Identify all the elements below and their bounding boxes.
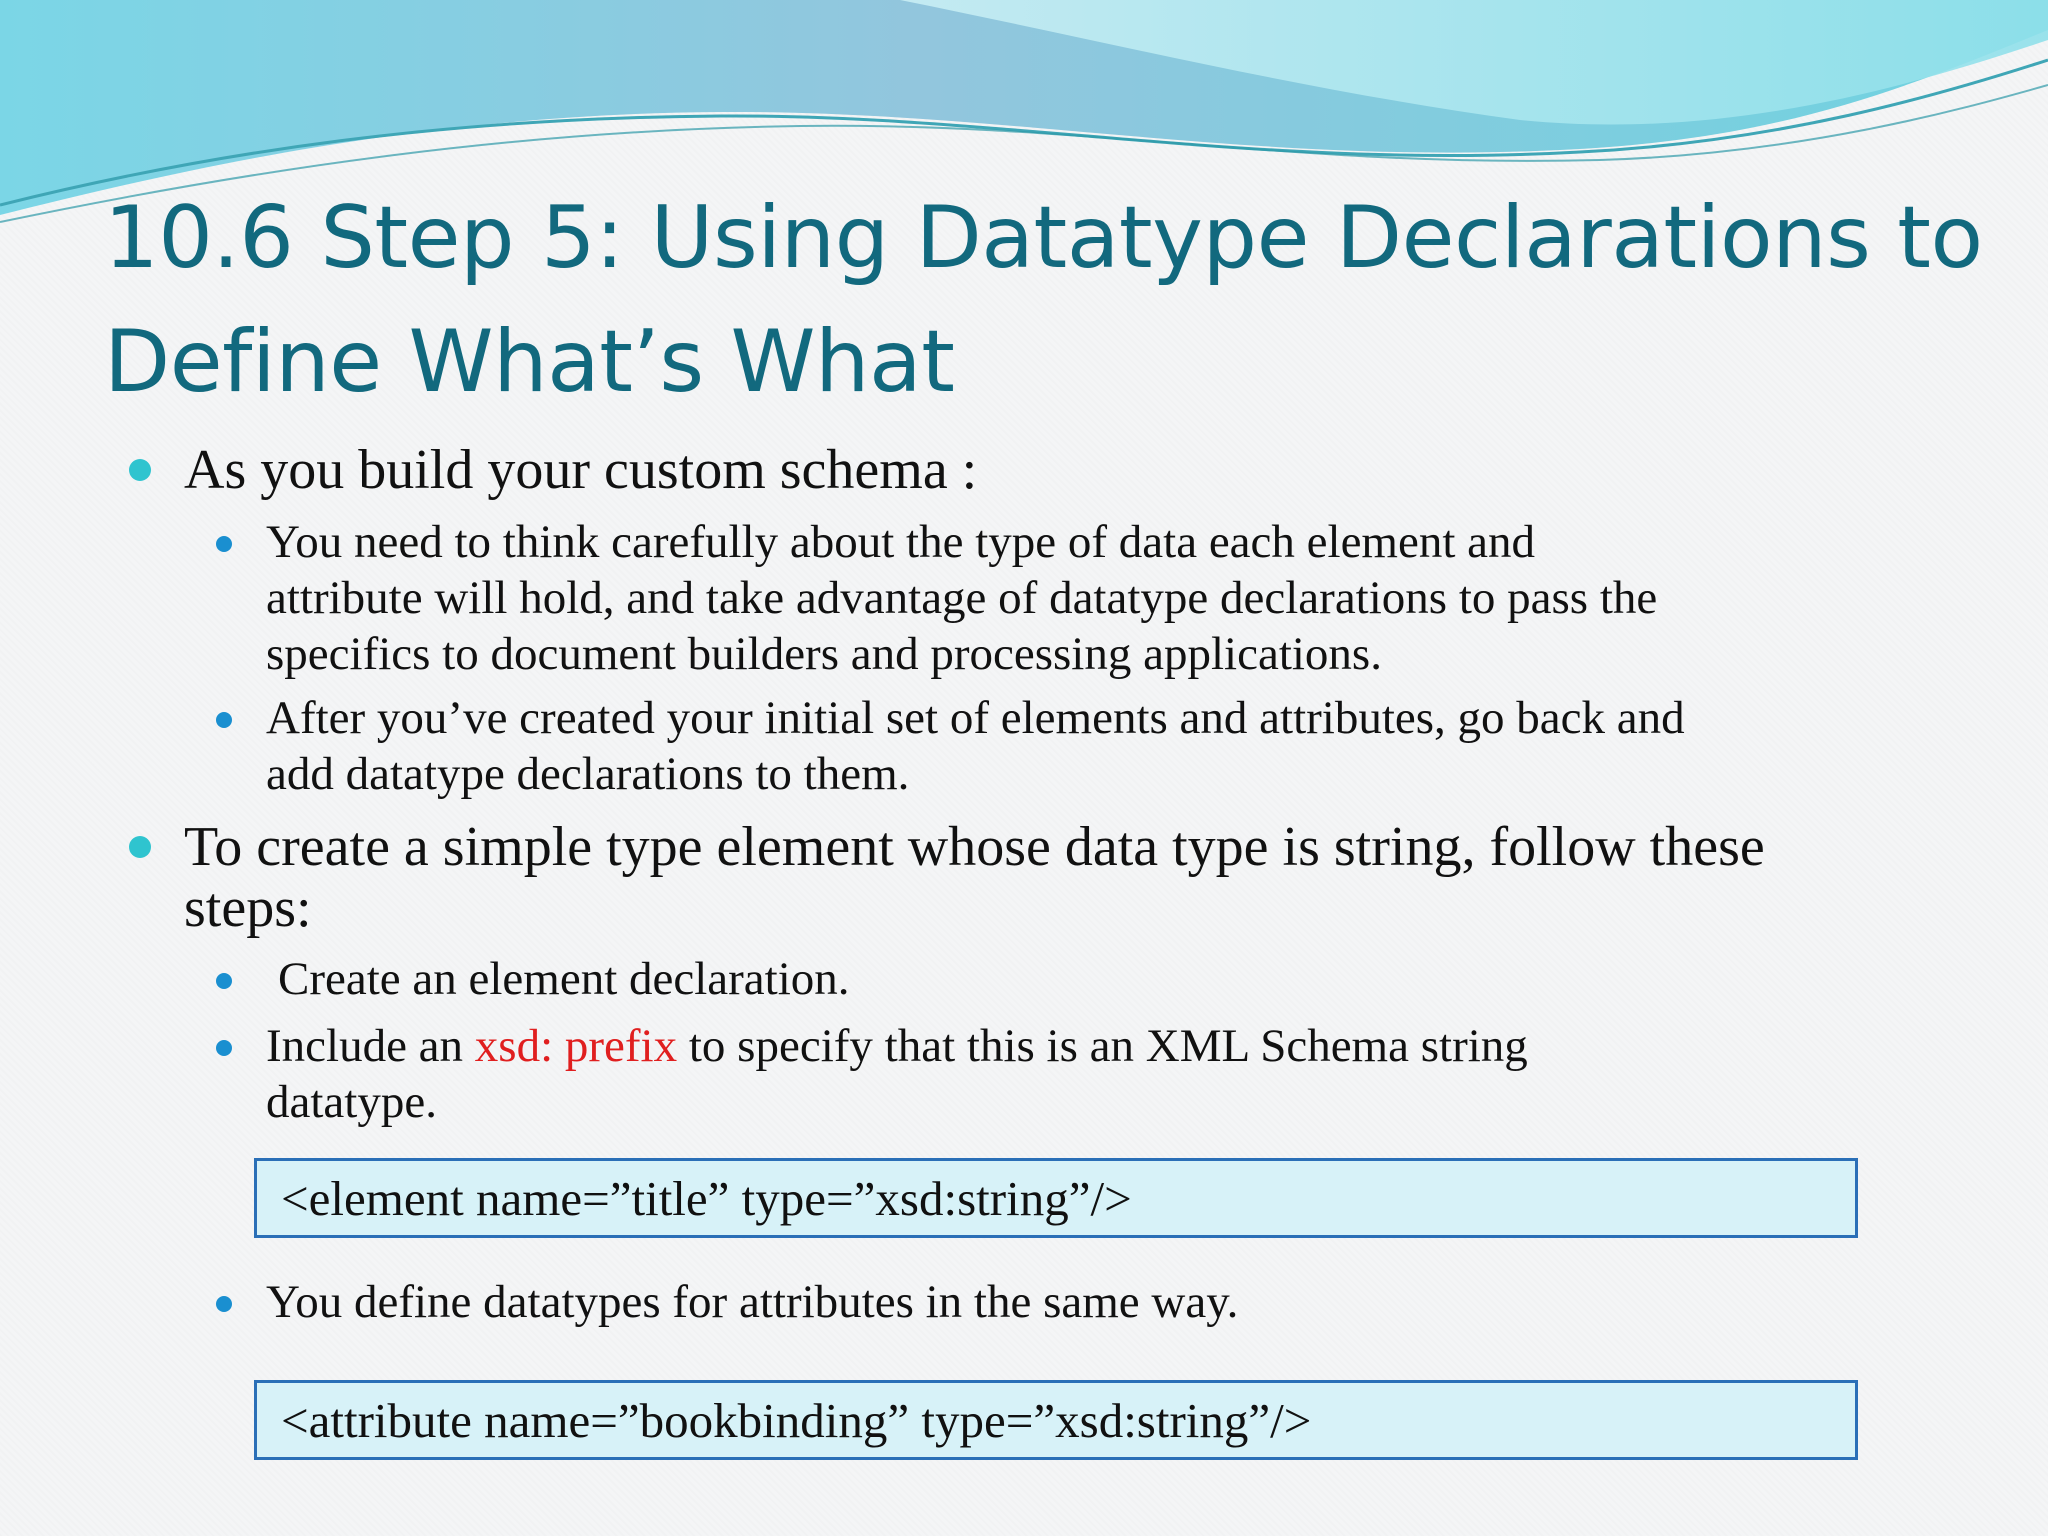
sub-bullet-dot-icon <box>216 1296 232 1312</box>
slide-title-line-1: 10.6 Step 5: Using Datatype Declarations to <box>104 188 1983 288</box>
sub-bullet-think-carefully <box>266 514 1657 682</box>
sub-bullet-dot-icon <box>216 712 232 728</box>
bullet-simple-type-element-line-1: To create a simple type element whose data type is string, follow these <box>184 816 1765 878</box>
sub-bullet-think-carefully-line-2: attribute will hold, and take advantage of datatype declarations to pass the <box>266 572 1658 624</box>
sub-bullet-think-carefully-line-3: specifics to document builders and processing applications. <box>266 628 1382 680</box>
sub-bullet-dot-icon <box>216 973 232 989</box>
sub-bullet-include-prefix-line-1 <box>266 1018 1528 1074</box>
bullet-dot-icon <box>129 459 151 481</box>
sub-bullet-attributes-same-way: You define datatypes for attributes in the same way. <box>266 1276 1239 1328</box>
include-prefix-text-start: Include an <box>266 1020 475 1072</box>
sub-bullet-dot-icon <box>216 1040 232 1056</box>
attribute-code-box: <attribute name=”bookbinding” type=”xsd:string”/> <box>254 1380 1858 1460</box>
slide-title-line-2: Define What’s What <box>104 312 955 412</box>
sub-bullet-after-created-line-2: add datatype declarations to them. <box>266 748 910 800</box>
bullet-simple-type-element-line-2: steps: <box>184 877 312 939</box>
bullet-simple-type-element <box>184 817 1765 939</box>
sub-bullet-after-created <box>266 690 1685 802</box>
include-prefix-text-end: to specify that this is an XML Schema string <box>677 1020 1528 1072</box>
sub-bullet-include-prefix <box>266 1018 1528 1130</box>
sub-bullet-dot-icon <box>216 536 232 552</box>
sub-bullet-think-carefully-line-1: You need to think carefully about the type of data each element and <box>266 516 1536 568</box>
sub-bullet-after-created-line-1: After you’ve created your initial set of elements and attributes, go back and <box>266 692 1685 744</box>
xsd-prefix-highlight: xsd: prefix <box>474 1020 678 1072</box>
slide-title <box>104 176 1984 424</box>
element-code-box: <element name=”title” type=”xsd:string”/> <box>254 1158 1858 1238</box>
bullet-custom-schema: As you build your custom schema : <box>184 439 978 501</box>
sub-bullet-create-element: Create an element declaration. <box>278 953 850 1005</box>
bullet-dot-icon <box>129 836 151 858</box>
sub-bullet-include-prefix-line-2: datatype. <box>266 1076 437 1128</box>
